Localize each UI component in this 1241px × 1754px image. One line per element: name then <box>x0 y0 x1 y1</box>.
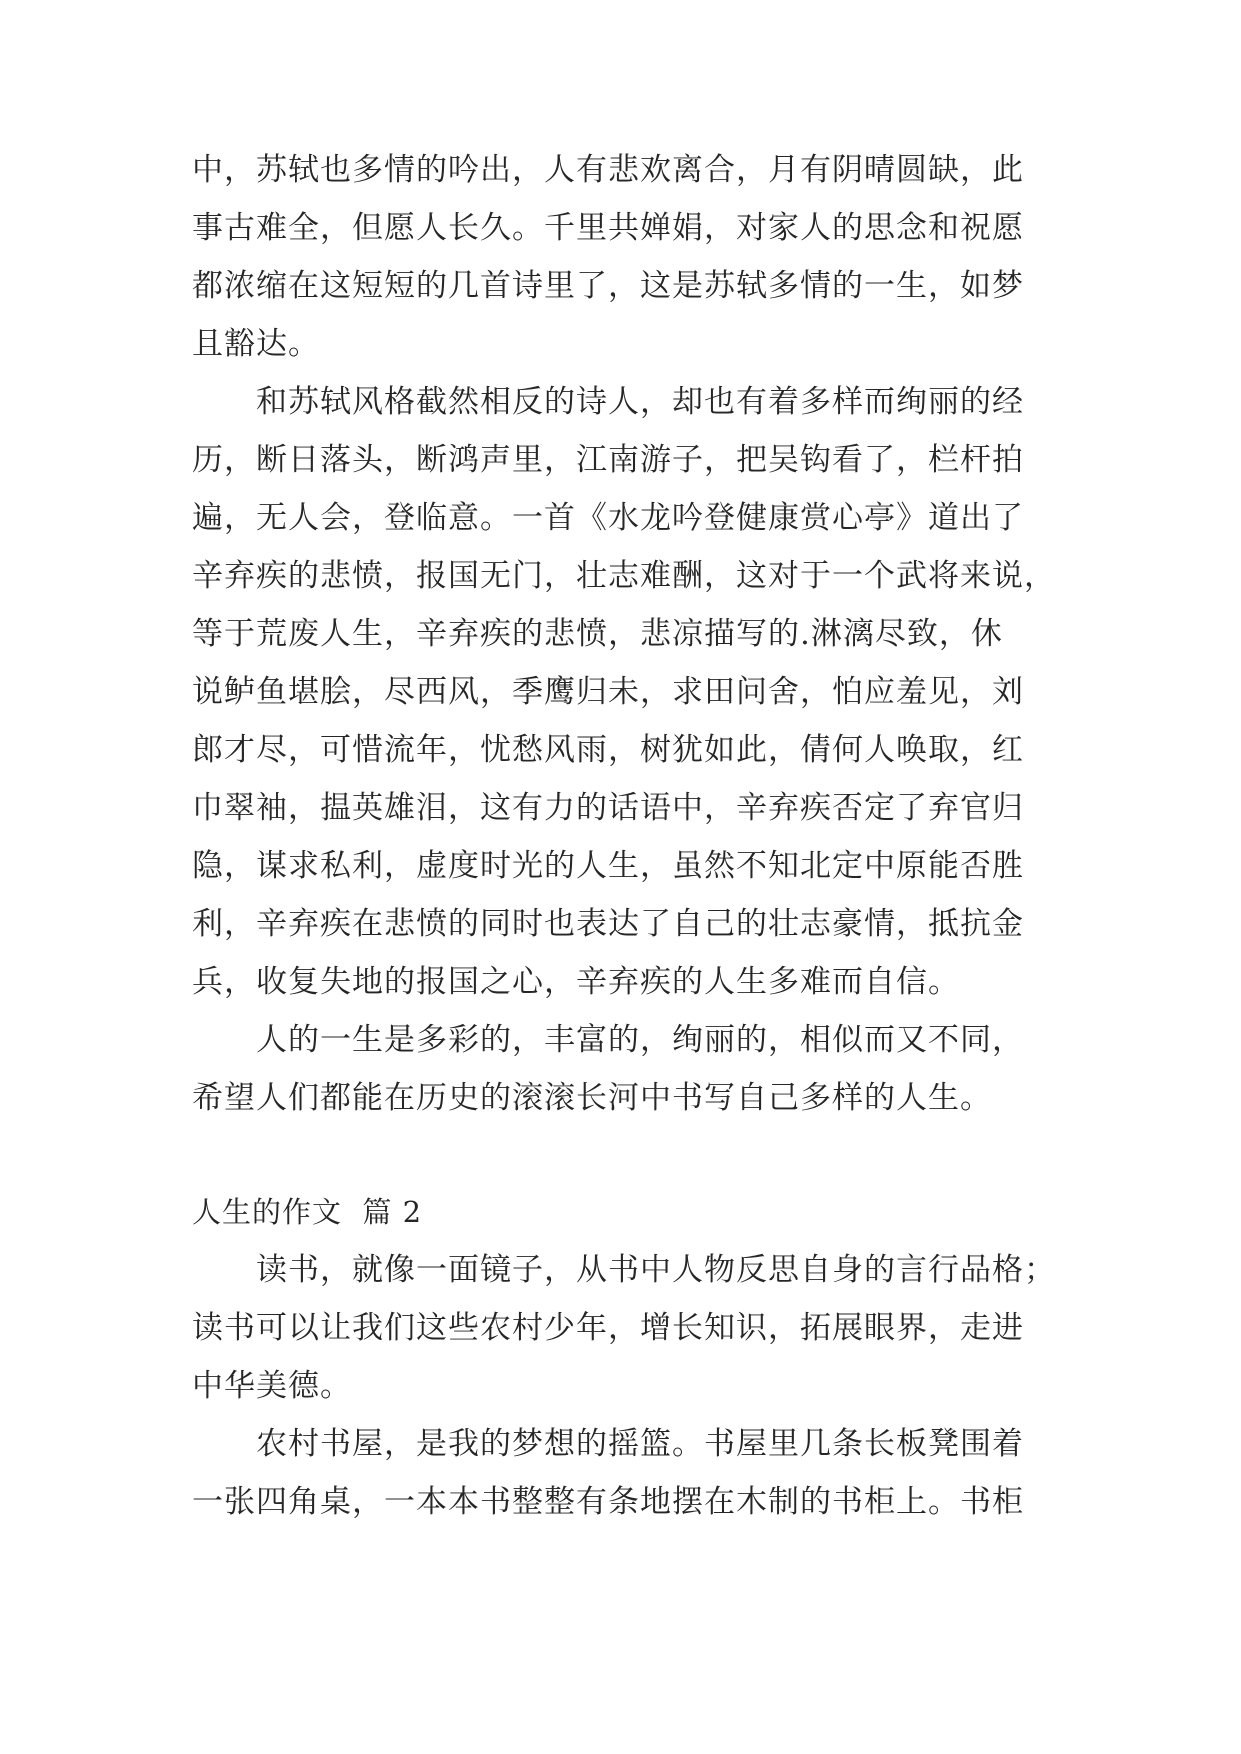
text-line: 读书可以让我们这些农村少年，增长知识，拓展眼界，走进 <box>192 1310 1024 1346</box>
text-line: 事古难全，但愿人长久。千里共婵娟，对家人的思念和祝愿 <box>192 210 1024 246</box>
text-line: 都浓缩在这短短的几首诗里了，这是苏轼多情的一生，如梦 <box>192 268 1024 304</box>
text-line: 希望人们都能在历史的滚滚长河中书写自己多样的人生。 <box>192 1080 992 1116</box>
text-line: 一张四角桌，一本本书整整有条地摆在木制的书柜上。书柜 <box>192 1484 1024 1520</box>
paragraph-start-line: 人的一生是多彩的，丰富的，绚丽的，相似而又不同， <box>256 1022 1024 1058</box>
paragraph-start-line: 和苏轼风格截然相反的诗人，却也有着多样而绚丽的经 <box>256 384 1024 420</box>
text-line: 遍，无人会，登临意。一首《水龙吟登健康赏心亭》道出了 <box>192 500 1024 536</box>
text-line: 等于荒废人生，辛弃疾的悲愤，悲凉描写的.淋漓尽致，休 <box>192 616 1003 652</box>
text-line: 辛弃疾的悲愤，报国无门，壮志难酬，这对于一个武将来说， <box>192 558 1056 594</box>
text-line: 中华美德。 <box>192 1368 352 1404</box>
text-line: 隐，谋求私利，虚度时光的人生，虽然不知北定中原能否胜 <box>192 848 1024 884</box>
text-line: 中，苏轼也多情的吟出，人有悲欢离合，月有阴晴圆缺，此 <box>192 152 1024 188</box>
text-line: 利，辛弃疾在悲愤的同时也表达了自己的壮志豪情，抵抗金 <box>192 906 1024 942</box>
text-line: 且豁达。 <box>192 326 320 362</box>
text-line: 兵，收复失地的报国之心，辛弃疾的人生多难而自信。 <box>192 964 960 1000</box>
text-line: 郎才尽，可惜流年，忧愁风雨，树犹如此，倩何人唤取，红 <box>192 732 1024 768</box>
text-line: 说鲈鱼堪脍，尽西风，季鹰归未，求田问舍，怕应羞见，刘 <box>192 674 1024 710</box>
section-heading: 人生的作文 篇 2 <box>192 1195 423 1229</box>
text-line: 历，断日落头，断鸿声里，江南游子，把吴钩看了，栏杆拍 <box>192 442 1024 478</box>
paragraph-start-line: 读书，就像一面镜子，从书中人物反思自身的言行品格； <box>256 1252 1056 1288</box>
paragraph-start-line: 农村书屋，是我的梦想的摇篮。书屋里几条长板凳围着 <box>256 1426 1024 1462</box>
text-line: 巾翠袖，揾英雄泪，这有力的话语中，辛弃疾否定了弃官归 <box>192 790 1024 826</box>
